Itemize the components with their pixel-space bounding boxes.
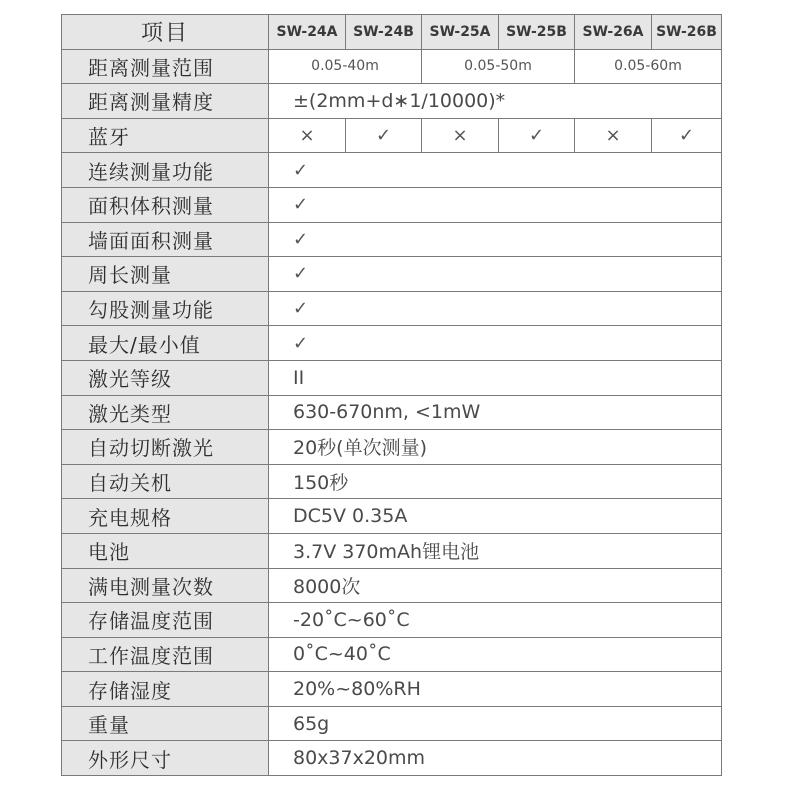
row-label: 自动关机 bbox=[62, 464, 269, 499]
row-label: 存储湿度 bbox=[62, 672, 269, 707]
spec-row bbox=[62, 568, 722, 603]
check-icon: ✓ bbox=[269, 326, 722, 361]
model-header: SW-25A bbox=[422, 15, 499, 50]
check-icon: ✓ bbox=[269, 257, 722, 292]
check-icon: ✓ bbox=[652, 118, 722, 153]
spec-row bbox=[62, 360, 722, 395]
spec-value: 630-670nm, <1mW bbox=[269, 395, 722, 430]
feature-row bbox=[62, 153, 722, 188]
spec-row bbox=[62, 741, 722, 776]
accuracy-row bbox=[62, 84, 722, 119]
feature-row bbox=[62, 326, 722, 361]
cross-icon: × bbox=[269, 118, 346, 153]
model-header: SW-26B bbox=[652, 15, 722, 50]
spec-value: 0˚C~40˚C bbox=[269, 637, 722, 672]
spec-row bbox=[62, 499, 722, 534]
spec-row bbox=[62, 395, 722, 430]
row-label: 外形尺寸 bbox=[62, 741, 269, 776]
range-value: 0.05-40m bbox=[269, 49, 422, 84]
spec-table bbox=[61, 14, 722, 776]
spec-value: -20˚C~60˚C bbox=[269, 603, 722, 638]
model-header: SW-24B bbox=[346, 15, 422, 50]
spec-value: DC5V 0.35A bbox=[269, 499, 722, 534]
check-icon: ✓ bbox=[346, 118, 422, 153]
feature-row bbox=[62, 222, 722, 257]
range-value: 0.05-60m bbox=[575, 49, 722, 84]
spec-value: 65g bbox=[269, 706, 722, 741]
spec-value: II bbox=[269, 360, 722, 395]
row-label: 存储温度范围 bbox=[62, 603, 269, 638]
cross-icon: × bbox=[422, 118, 499, 153]
row-label: 距离测量精度 bbox=[62, 84, 269, 119]
row-label: 距离测量范围 bbox=[62, 49, 269, 84]
row-label: 自动切断激光 bbox=[62, 430, 269, 465]
row-label: 蓝牙 bbox=[62, 118, 269, 153]
spec-value: 20秒(单次测量) bbox=[269, 430, 722, 465]
check-icon: ✓ bbox=[269, 187, 722, 222]
row-label: 工作温度范围 bbox=[62, 637, 269, 672]
row-label: 最大/最小值 bbox=[62, 326, 269, 361]
row-label: 激光等级 bbox=[62, 360, 269, 395]
spec-row bbox=[62, 430, 722, 465]
row-label: 充电规格 bbox=[62, 499, 269, 534]
check-icon: ✓ bbox=[269, 153, 722, 188]
spec-row bbox=[62, 706, 722, 741]
spec-row bbox=[62, 603, 722, 638]
spec-row bbox=[62, 637, 722, 672]
row-label: 满电测量次数 bbox=[62, 568, 269, 603]
spec-value: 150秒 bbox=[269, 464, 722, 499]
item-header: 项目 bbox=[62, 15, 269, 50]
row-label: 重量 bbox=[62, 706, 269, 741]
feature-row bbox=[62, 257, 722, 292]
feature-row bbox=[62, 187, 722, 222]
spec-value: 8000次 bbox=[269, 568, 722, 603]
row-label: 连续测量功能 bbox=[62, 153, 269, 188]
header-row bbox=[62, 15, 722, 50]
spec-value: 20%~80%RH bbox=[269, 672, 722, 707]
row-label: 激光类型 bbox=[62, 395, 269, 430]
row-label: 勾股测量功能 bbox=[62, 291, 269, 326]
accuracy-value: ±(2mm+d∗1/10000)* bbox=[269, 84, 722, 119]
bluetooth-row bbox=[62, 118, 722, 153]
cross-icon: × bbox=[575, 118, 652, 153]
spec-value: 80x37x20mm bbox=[269, 741, 722, 776]
feature-row bbox=[62, 291, 722, 326]
spec-table-container bbox=[61, 14, 721, 776]
row-label: 周长测量 bbox=[62, 257, 269, 292]
range-row bbox=[62, 49, 722, 84]
spec-row bbox=[62, 464, 722, 499]
spec-row bbox=[62, 672, 722, 707]
row-label: 墙面面积测量 bbox=[62, 222, 269, 257]
check-icon: ✓ bbox=[269, 222, 722, 257]
model-header: SW-25B bbox=[499, 15, 575, 50]
range-value: 0.05-50m bbox=[422, 49, 575, 84]
row-label: 面积体积测量 bbox=[62, 187, 269, 222]
row-label: 电池 bbox=[62, 533, 269, 568]
model-header: SW-24A bbox=[269, 15, 346, 50]
check-icon: ✓ bbox=[269, 291, 722, 326]
spec-row bbox=[62, 533, 722, 568]
model-header: SW-26A bbox=[575, 15, 652, 50]
check-icon: ✓ bbox=[499, 118, 575, 153]
spec-value: 3.7V 370mAh锂电池 bbox=[269, 533, 722, 568]
